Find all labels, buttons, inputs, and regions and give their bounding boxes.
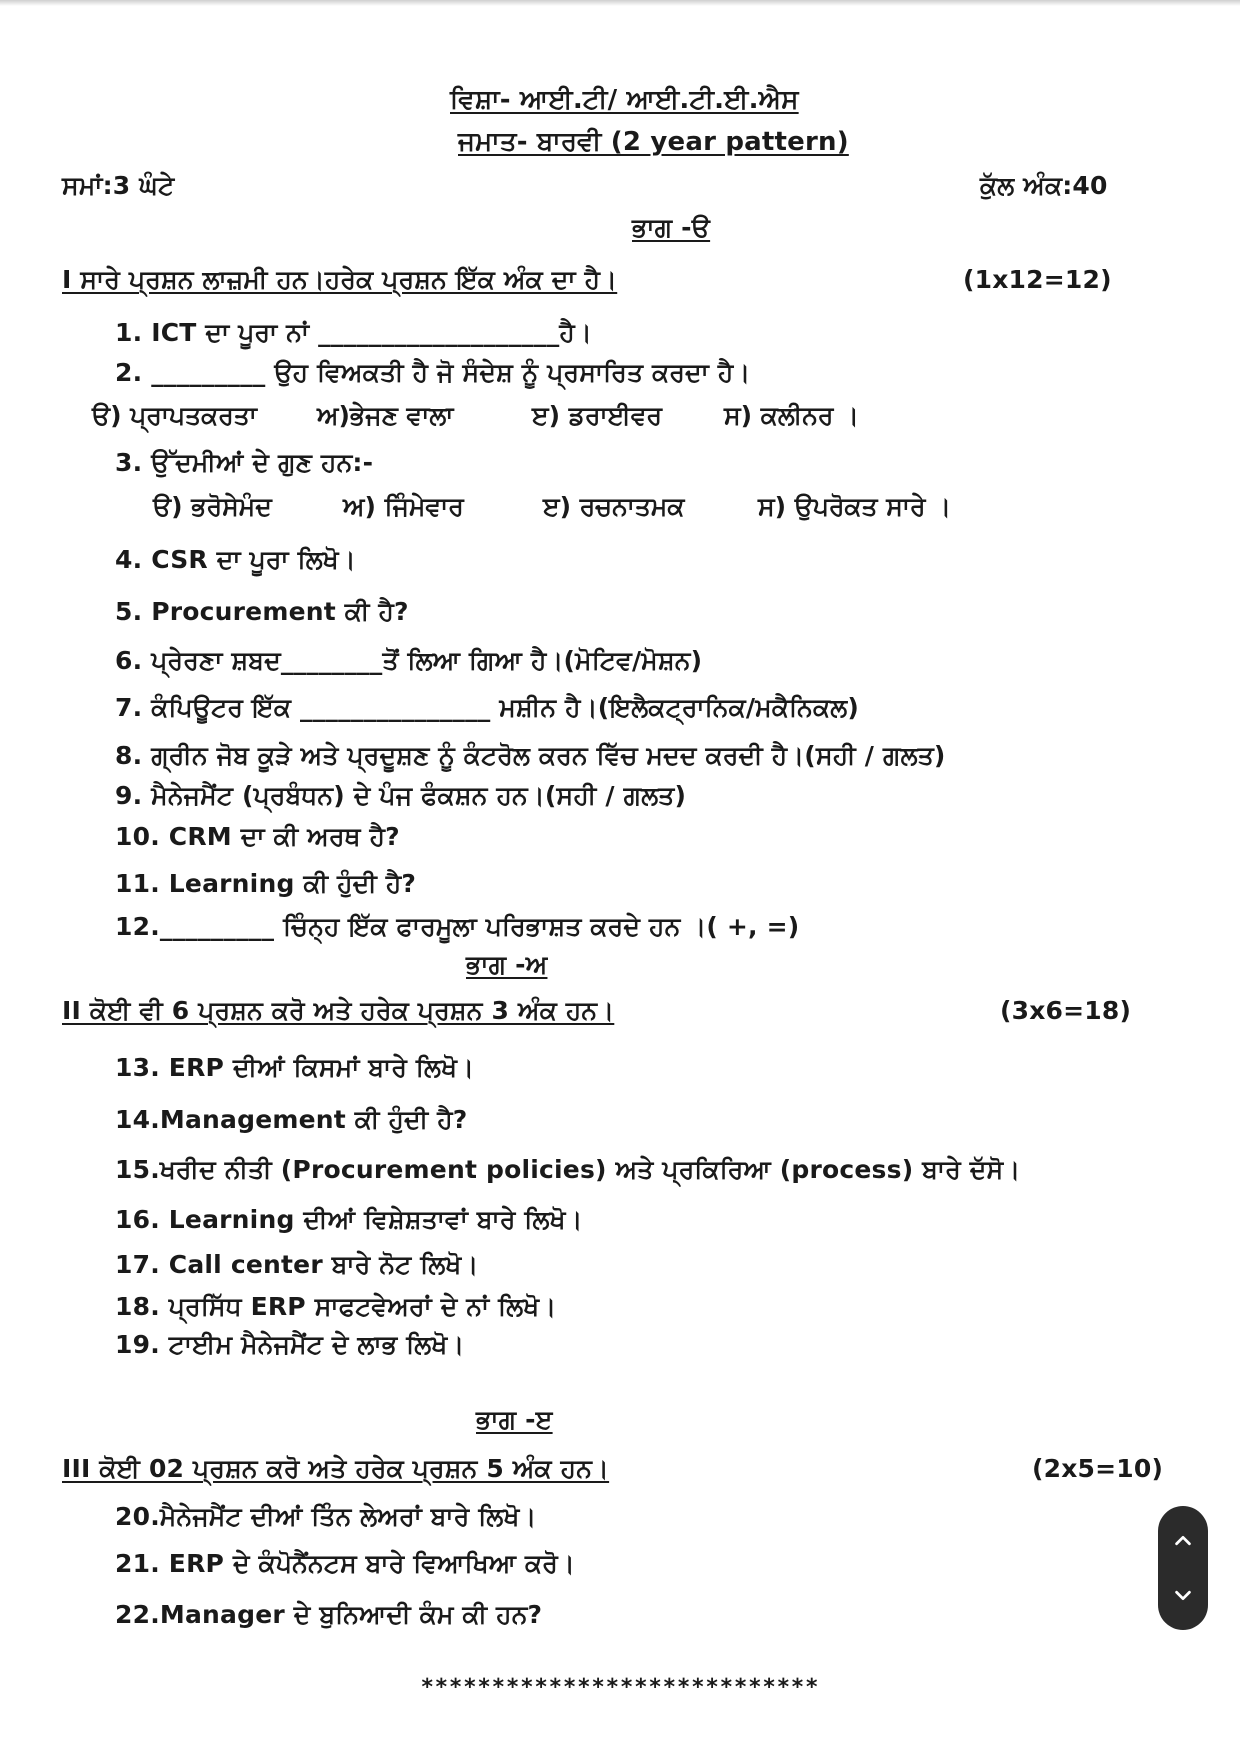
question-18: 18. ਪ੍ਰਸਿੱਧ ERP ਸਾਫਟਵੇਅਰਾਂ ਦੇ ਨਾਂ ਲਿਖੋ।: [115, 1292, 557, 1321]
question-3-option-c: ੲ) ਰਚਨਾਤਮਕ: [543, 492, 685, 521]
question-4: 4. CSR ਦਾ ਪੂਰਾ ਲਿਖੋ।: [115, 545, 356, 574]
section-a-marks: (1x12=12): [963, 265, 1112, 294]
question-19: 19. ਟਾਈਮ ਮੈਨੇਜਮੈਂਟ ਦੇ ਲਾਭ ਲਿਖੋ।: [115, 1330, 465, 1359]
chevron-down-icon: [1172, 1584, 1194, 1606]
question-2: 2. _________ ਉਹ ਵਿਅਕਤੀ ਹੈ ਜੋ ਸੰਦੇਸ਼ ਨੂੰ ਪ੍ਰਸਾਰਿਤ ਕਰਦਾ ਹੈ।: [115, 358, 751, 387]
class-heading: ਜਮਾਤ- ਬਾਰਵੀ (2 year pattern): [458, 127, 849, 157]
question-12: 12._________ ਚਿੰਨ੍ਹ ਇੱਕ ਫਾਰਮੂਲਾ ਪਰਿਭਾਸ਼ਤ ਕਰਦੇ ਹਨ ।( +, =): [115, 912, 800, 941]
question-22: 22.Manager ਦੇ ਬੁਨਿਆਦੀ ਕੰਮ ਕੀ ਹਨ?: [115, 1600, 543, 1629]
total-marks: ਕੁੱਲ ਅੰਕ:40: [980, 171, 1108, 200]
question-21: 21. ERP ਦੇ ਕੰਪੋਨੈਂਨਟਸ ਬਾਰੇ ਵਿਆਖਿਆ ਕਰੋ।: [115, 1549, 576, 1578]
section-c-marks: (2x5=10): [1032, 1454, 1164, 1483]
section-a-title: ਭਾਗ -ੳ: [632, 213, 711, 242]
chevron-up-icon: [1172, 1530, 1194, 1552]
scroll-up-button[interactable]: [1163, 1521, 1203, 1561]
question-8: 8. ਗ੍ਰੀਨ ਜੋਬ ਕੂੜੇ ਅਤੇ ਪ੍ਰਦੂਸ਼ਣ ਨੂੰ ਕੰਟਰੋਲ ਕਰਨ ਵਿੱਚ ਮਦਦ ਕਰਦੀ ਹੈ।(ਸਹੀ / ਗਲਤ): [115, 741, 946, 770]
question-9: 9. ਮੈਨੇਜਮੈਂਟ (ਪ੍ਰਬੰਧਨ) ਦੇ ਪੰਜ ਫੰਕਸ਼ਨ ਹਨ।(ਸਹੀ / ਗਲਤ): [115, 781, 687, 810]
question-2-option-a: ੳ) ਪ੍ਰਾਪਤਕਰਤਾ: [92, 401, 257, 430]
section-c-instruction: III ਕੋਈ 02 ਪ੍ਰਸ਼ਨ ਕਰੋ ਅਤੇ ਹਰੇਕ ਪ੍ਰਸ਼ਨ 5 ਅੰਕ ਹਨ।: [62, 1454, 610, 1483]
question-2-option-c: ੲ) ਡਰਾਈਵਰ: [532, 401, 663, 430]
time-allowed: ਸਮਾਂ:3 ਘੰਟੇ: [62, 171, 175, 200]
question-10: 10. CRM ਦਾ ਕੀ ਅਰਥ ਹੈ?: [115, 822, 400, 851]
question-6: 6. ਪ੍ਰੇਰਣਾ ਸ਼ਬਦ________ਤੋਂ ਲਿਆ ਗਿਆ ਹੈ।(ਮੋਟਿਵ/ਮੋਸ਼ਨ): [115, 646, 703, 675]
question-3-option-d: ਸ) ਉਪਰੋਕਤ ਸਾਰੇ ।: [758, 492, 952, 521]
section-b-instruction: II ਕੋਈ ਵੀ 6 ਪ੍ਰਸ਼ਨ ਕਰੋ ਅਤੇ ਹਰੇਕ ਪ੍ਰਸ਼ਨ 3 ਅੰਕ ਹਨ।: [62, 996, 615, 1025]
scroll-widget: [1158, 1506, 1208, 1630]
scroll-down-button[interactable]: [1163, 1575, 1203, 1615]
question-20: 20.ਮੈਨੇਜਮੈਂਟ ਦੀਆਂ ਤਿੰਨ ਲੇਅਰਾਂ ਬਾਰੇ ਲਿਖੋ।: [115, 1502, 537, 1531]
question-7: 7. ਕੰਪਿਊਟਰ ਇੱਕ _______________ ਮਸ਼ੀਨ ਹੈ।(ਇਲੈਕਟ੍ਰਾਨਿਕ/ਮਕੈਨਿਕਲ): [115, 693, 859, 722]
question-2-option-b: ਅ)ਭੇਜਣ ਵਾਲਾ: [317, 401, 454, 430]
scan-edge: [0, 0, 1240, 6]
section-a-instruction: I ਸਾਰੇ ਪ੍ਰਸ਼ਨ ਲਾਜ਼ਮੀ ਹਨ।ਹਰੇਕ ਪ੍ਰਸ਼ਨ ਇੱਕ ਅੰਕ ਦਾ ਹੈ।: [62, 265, 618, 294]
section-c-title: ਭਾਗ -ੲ: [476, 1405, 553, 1434]
question-1: 1. ICT ਦਾ ਪੂਰਾ ਨਾਂ ___________________ਹੈ।: [115, 318, 592, 347]
question-2-option-d: ਸ) ਕਲੀਨਰ ।: [724, 401, 859, 430]
question-3-option-b: ਅ) ਜਿੰਮੇਵਾਰ: [343, 492, 464, 521]
question-14: 14.Management ਕੀ ਹੁੰਦੀ ਹੈ?: [115, 1105, 468, 1134]
question-13: 13. ERP ਦੀਆਂ ਕਿਸਮਾਂ ਬਾਰੇ ਲਿਖੋ।: [115, 1053, 475, 1082]
question-17: 17. Call center ਬਾਰੇ ਨੋਟ ਲਿਖੋ।: [115, 1250, 479, 1279]
subject-heading: ਵਿਸ਼ਾ- ਆਈ.ਟੀ/ ਆਈ.ਟੀ.ਈ.ਐਸ: [450, 85, 799, 115]
question-11: 11. Learning ਕੀ ਹੁੰਦੀ ਹੈ?: [115, 869, 417, 898]
question-3: 3. ਉੱਦਮੀਆਂ ਦੇ ਗੁਣ ਹਨ:-: [115, 448, 374, 477]
section-b-marks: (3x6=18): [1000, 996, 1132, 1025]
question-16: 16. Learning ਦੀਆਂ ਵਿਸ਼ੇਸ਼ਤਾਵਾਂ ਬਾਰੇ ਲਿਖੋ।: [115, 1205, 583, 1234]
section-b-title: ਭਾਗ -ਅ: [466, 950, 548, 979]
question-5: 5. Procurement ਕੀ ਹੈ?: [115, 597, 409, 626]
question-15: 15.ਖਰੀਦ ਨੀਤੀ (Procurement policies) ਅਤੇ ਪ੍ਰਕਿਰਿਆ (process) ਬਾਰੇ ਦੱਸੋ।: [115, 1155, 1021, 1184]
end-stars: ****************************: [420, 1675, 820, 1700]
question-3-option-a: ੳ) ਭਰੋਸੇਮੰਦ: [153, 492, 272, 521]
